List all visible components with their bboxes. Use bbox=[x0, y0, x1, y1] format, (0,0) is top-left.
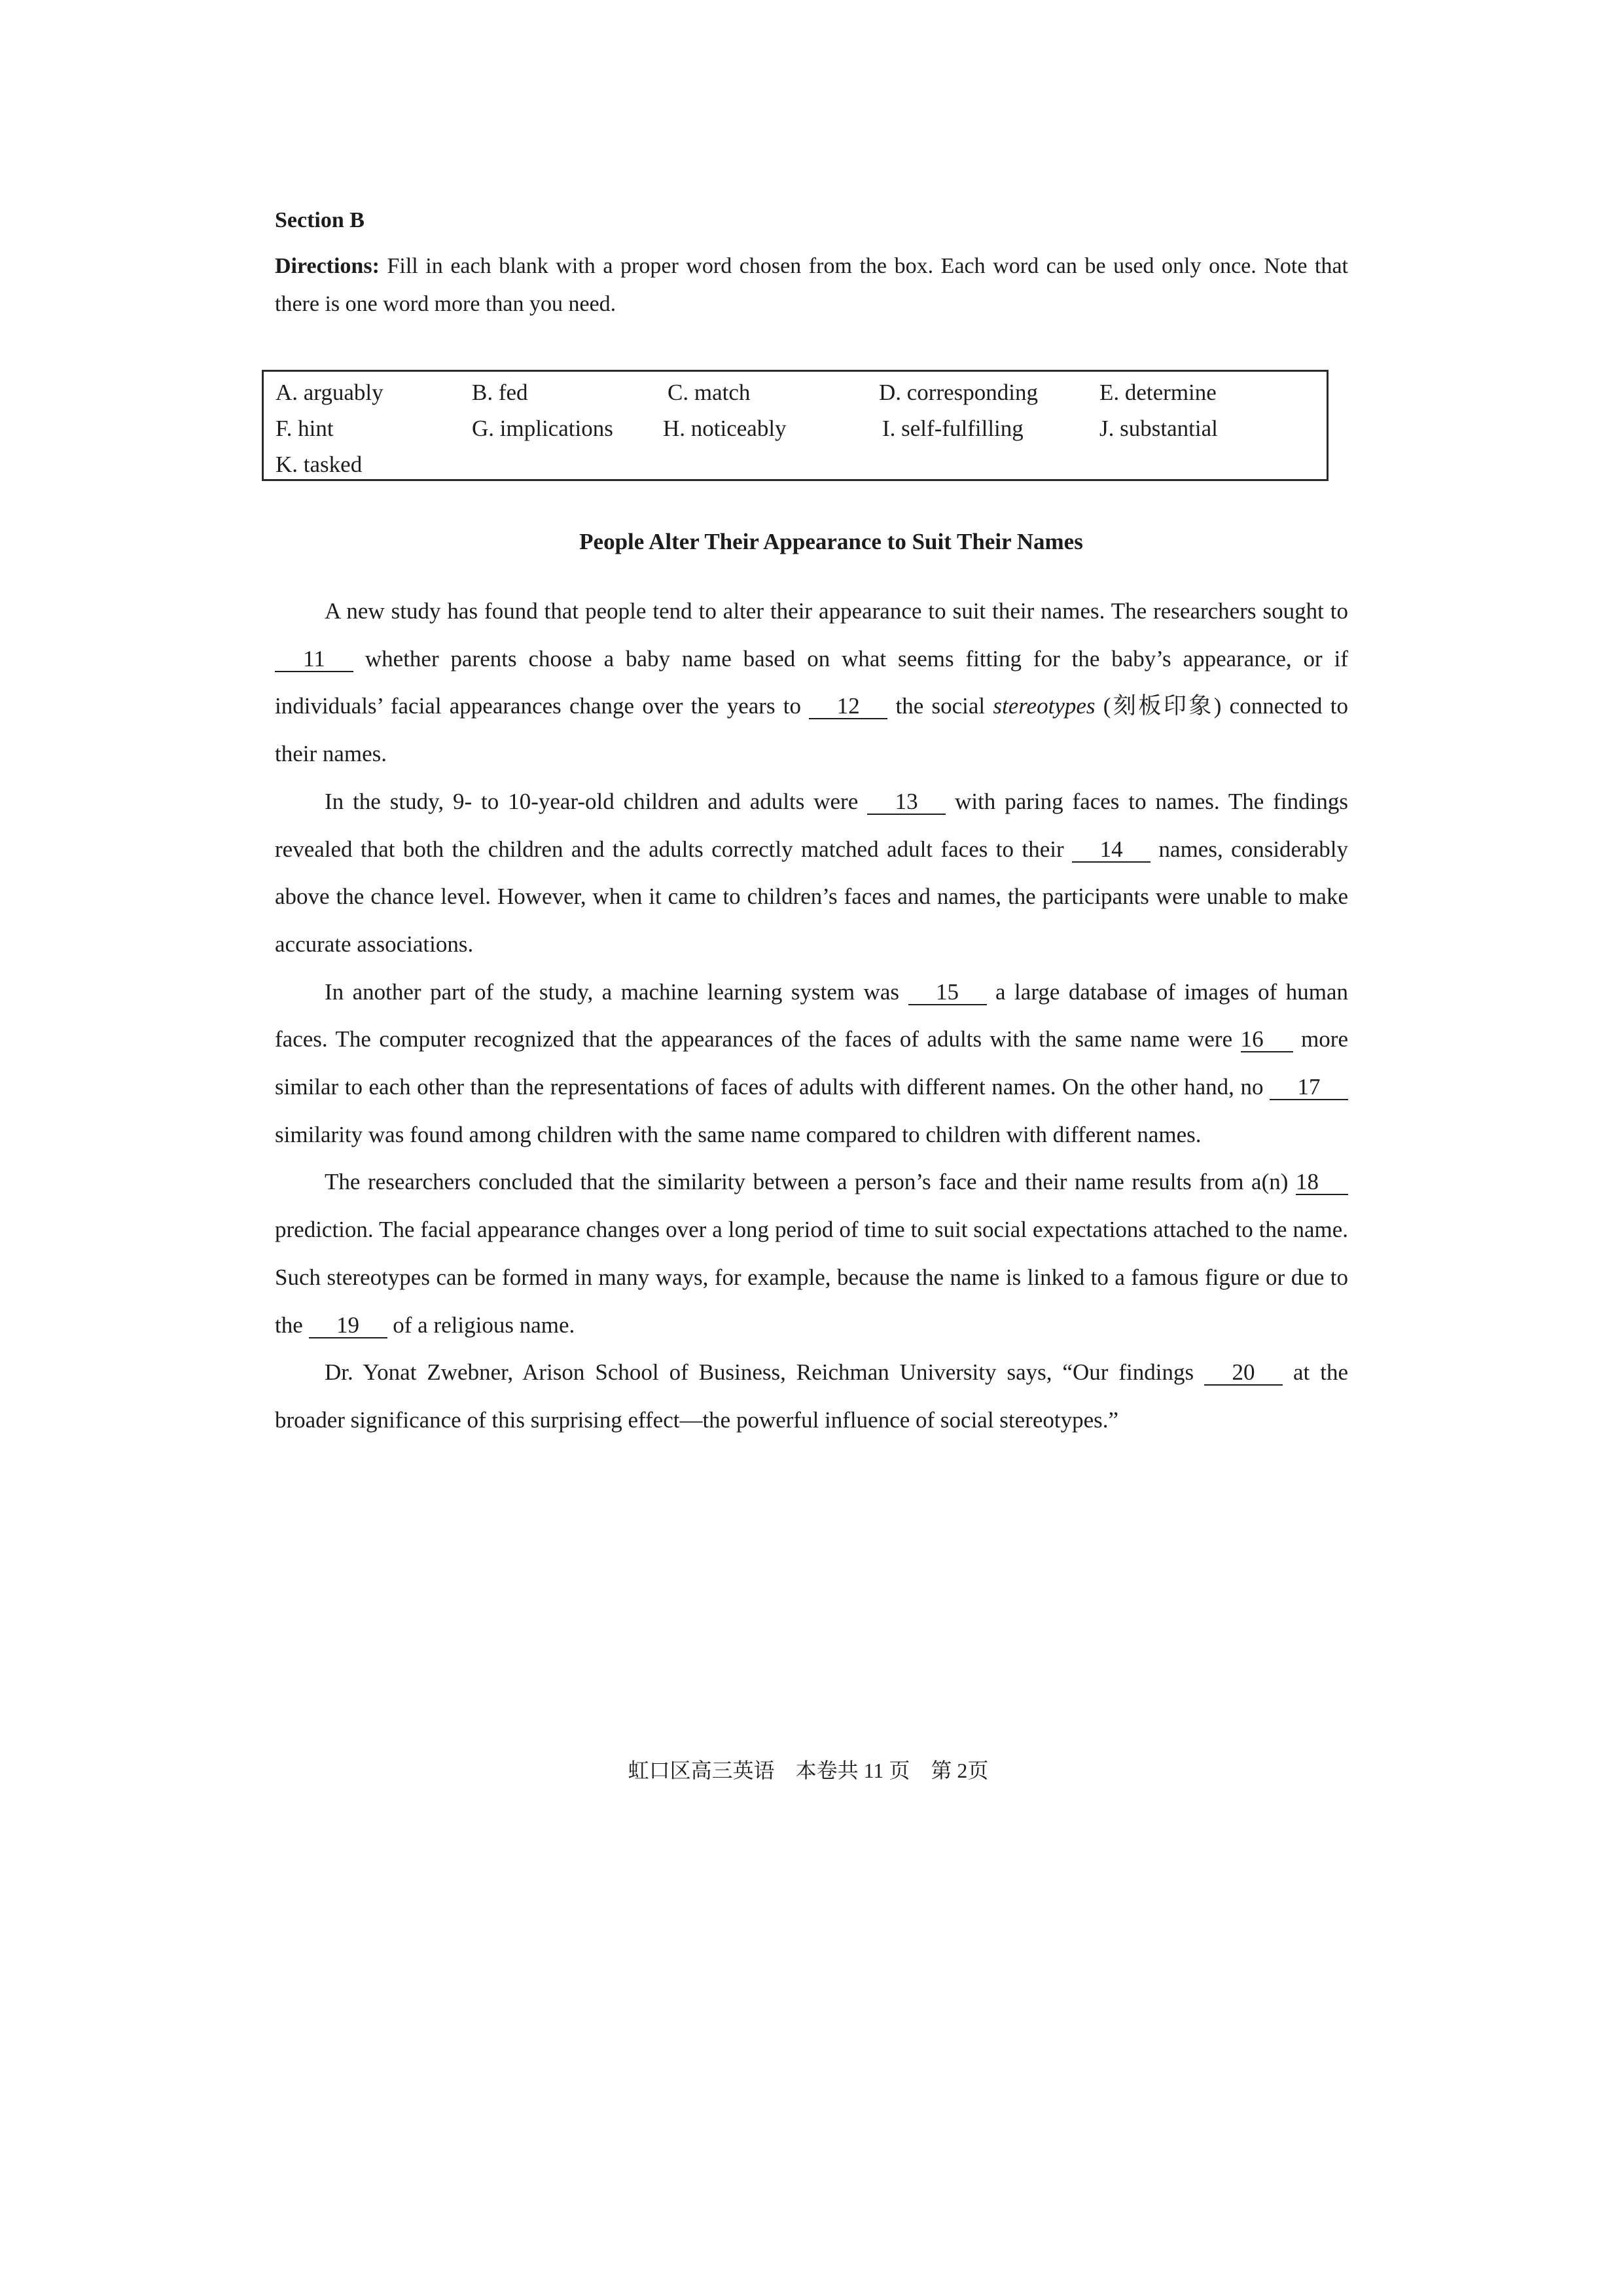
italic-term: stereotypes bbox=[993, 693, 1096, 719]
paragraph-text: a large database of images of human faces. The computer recognized that the appearances of the faces of adults with the same name were bbox=[275, 978, 1349, 1052]
blank-18[interactable]: 18 bbox=[1296, 1170, 1348, 1195]
paragraph-4 bbox=[275, 1158, 1348, 1349]
paragraph-text: names, considerably above the chance level. However, when it came to children’s faces and names, the participants were unable to make accurate associations. bbox=[275, 836, 1348, 957]
paragraph-text: (刻板印象) connected to their names. bbox=[275, 693, 1348, 767]
word-option: I. self-fulfilling bbox=[882, 416, 1024, 441]
word-option: J. substantial bbox=[1099, 416, 1218, 441]
word-box bbox=[262, 370, 1329, 481]
directions bbox=[275, 247, 1348, 323]
blank-17[interactable]: 17 bbox=[1270, 1075, 1348, 1100]
paragraph-text: with paring faces to names. The findings revealed that both the children and the adults correctly matched adult faces to their bbox=[275, 788, 1348, 862]
passage bbox=[275, 588, 1348, 1444]
word-option: B. fed bbox=[472, 380, 528, 405]
directions-label: Directions: bbox=[275, 254, 380, 278]
paragraph-5 bbox=[275, 1349, 1348, 1444]
blank-15[interactable]: 15 bbox=[908, 980, 987, 1005]
word-option: K. tasked bbox=[276, 452, 363, 477]
paragraph-text: more similar to each other than the representations of faces of adults with different names. On the other hand, no bbox=[275, 1026, 1348, 1100]
paragraph-text: similarity was found among children with the same name compared to children with different names. bbox=[275, 1121, 1202, 1147]
paragraph-2 bbox=[275, 778, 1348, 969]
blank-12[interactable]: 12 bbox=[809, 694, 887, 719]
paragraph-text: In the study, 9- to 10-year-old children and adults were bbox=[325, 788, 868, 814]
blank-16[interactable]: 16 bbox=[1241, 1028, 1293, 1052]
page-footer: 虹口区高三英语 本卷共 11 页 第 2页 bbox=[628, 1759, 989, 1782]
blank-13[interactable]: 13 bbox=[867, 790, 946, 815]
paragraph-text: whether parents choose a baby name based on what seems fitting for the baby’s appearance, or if individuals’ facial appearances change over the years to bbox=[275, 645, 1348, 719]
section-title: Section B bbox=[275, 208, 365, 232]
paragraph-text: In another part of the study, a machine learning system was bbox=[325, 978, 908, 1005]
paragraph-text: of a religious name. bbox=[387, 1312, 575, 1338]
word-option: C. match bbox=[668, 380, 751, 405]
paragraph-1 bbox=[275, 588, 1348, 778]
directions-text: Fill in each blank with a proper word chosen from the box. Each word can be used only once. Note that there is one word more than you need. bbox=[275, 254, 1348, 316]
paragraph-3 bbox=[275, 969, 1348, 1159]
paragraph-text: the social bbox=[887, 693, 993, 719]
word-option: H. noticeably bbox=[663, 416, 787, 441]
paragraph-text: A new study has found that people tend to alter their appearance to suit their names. The researchers sought to bbox=[325, 598, 1348, 624]
blank-19[interactable]: 19 bbox=[309, 1314, 387, 1338]
word-option: E. determine bbox=[1099, 380, 1217, 405]
paragraph-text: prediction. The facial appearance changes over a long period of time to suit social expectations attached to the name. Such stereotypes can be formed in many ways, for example, because the name is linked to a famous figure or due to the bbox=[275, 1217, 1348, 1338]
word-option: G. implications bbox=[472, 416, 613, 441]
passage-title: People Alter Their Appearance to Suit Their Names bbox=[579, 529, 1083, 554]
paragraph-text: The researchers concluded that the similarity between a person’s face and their name results from a(n) bbox=[325, 1169, 1296, 1195]
word-option: F. hint bbox=[276, 416, 334, 441]
paragraph-text: at the broader significance of this surprising effect—the powerful influence of social stereotypes.” bbox=[275, 1359, 1348, 1433]
paragraph-text: Dr. Yonat Zwebner, Arison School of Business, Reichman University says, “Our findings bbox=[325, 1359, 1205, 1386]
blank-14[interactable]: 14 bbox=[1072, 838, 1150, 863]
word-option: A. arguably bbox=[276, 380, 383, 405]
blank-20[interactable]: 20 bbox=[1204, 1361, 1283, 1386]
word-option: D. corresponding bbox=[879, 380, 1039, 405]
blank-11[interactable]: 11 bbox=[275, 647, 353, 672]
